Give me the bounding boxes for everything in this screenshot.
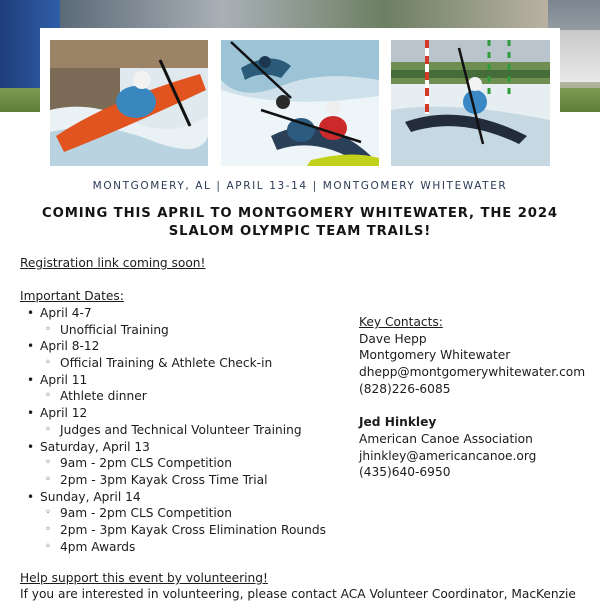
bullet-disc-icon: • xyxy=(27,439,35,454)
bullet-disc-icon: • xyxy=(27,306,35,320)
photo-slalom-course xyxy=(391,40,550,166)
photo-strip xyxy=(40,28,560,176)
bullet-disc-icon: • xyxy=(27,339,35,354)
date-item-text: Athlete dinner xyxy=(60,389,147,404)
date-item-text: Official Training & Athlete Check-in xyxy=(60,356,273,371)
headline-line-2: SLALOM OLYMPIC TEAM TRAILS! xyxy=(168,224,432,239)
bullet-circle-icon: ◦ xyxy=(45,423,51,435)
contact-1-org: Montgomery Whitewater xyxy=(359,348,511,363)
date-item xyxy=(20,338,360,355)
contact-2-phone: (435)640-6950 xyxy=(359,465,451,480)
important-dates-heading: Important Dates: xyxy=(20,289,124,303)
date-item xyxy=(20,405,360,422)
date-sub-item xyxy=(20,539,360,556)
date-item-text: 2pm - 3pm Kayak Cross Elimination Rounds xyxy=(60,522,326,537)
bullet-circle-icon: ◦ xyxy=(45,323,51,335)
headline xyxy=(30,205,570,241)
date-sub-item xyxy=(20,322,360,339)
date-item-text: April 12 xyxy=(40,406,88,421)
date-item-text: 9am - 2pm CLS Competition xyxy=(60,456,232,471)
date-sub-item xyxy=(20,522,360,539)
bullet-disc-icon: • xyxy=(27,372,35,387)
key-contacts-heading: Key Contacts: xyxy=(359,315,443,329)
background-grandstand xyxy=(60,0,548,30)
bullet-disc-icon: • xyxy=(27,406,35,421)
bullet-circle-icon: ◦ xyxy=(45,390,51,402)
contact-2-email[interactable]: jhinkley@americancanoe.org xyxy=(359,448,537,463)
important-dates-list xyxy=(20,305,360,555)
contact-1-phone: (828)226-6085 xyxy=(359,381,451,396)
bullet-circle-icon: ◦ xyxy=(45,540,51,552)
date-item-text: 4pm Awards xyxy=(60,539,136,554)
date-item-text: April 8-12 xyxy=(40,339,100,354)
contact-2-org: American Canoe Association xyxy=(359,431,533,446)
date-item-text: Saturday, April 13 xyxy=(40,439,150,454)
date-item-text: Unofficial Training xyxy=(60,322,169,337)
date-sub-item xyxy=(20,505,360,522)
date-item-text: Judges and Technical Volunteer Training xyxy=(60,422,302,437)
date-item xyxy=(20,489,360,506)
headline-line-1: COMING THIS APRIL TO MONTGOMERY WHITEWATER, THE 2024 xyxy=(42,206,558,221)
bullet-circle-icon: ◦ xyxy=(45,457,51,469)
date-sub-item xyxy=(20,355,360,372)
bullet-circle-icon: ◦ xyxy=(45,357,51,369)
contact-1-name: Dave Hepp xyxy=(359,331,427,346)
bullet-circle-icon: ◦ xyxy=(45,473,51,485)
bullet-disc-icon: • xyxy=(27,489,35,504)
photo-orange-kayak xyxy=(50,40,208,166)
date-sub-item xyxy=(20,422,360,439)
volunteer-heading[interactable]: Help support this event by volunteering! xyxy=(20,571,268,585)
date-sub-item xyxy=(20,472,360,489)
date-sub-item xyxy=(20,388,360,405)
key-contacts xyxy=(359,314,594,481)
date-item-text: Sunday, April 14 xyxy=(40,489,141,504)
date-item xyxy=(20,372,360,389)
date-item xyxy=(20,305,360,322)
date-item-text: 9am - 2pm CLS Competition xyxy=(60,506,232,521)
bullet-circle-icon: ◦ xyxy=(45,507,51,519)
volunteer-text: If you are interested in volunteering, please contact ACA Volunteer Coordinator, MacKenzie xyxy=(20,587,576,601)
registration-link[interactable]: Registration link coming soon! xyxy=(20,256,206,270)
date-item-text: April 4-7 xyxy=(40,306,92,320)
bullet-circle-icon: ◦ xyxy=(45,523,51,535)
photo-canoe-rapids xyxy=(221,40,379,166)
contact-2-name: Jed Hinkley xyxy=(359,415,437,430)
date-item-text: 2pm - 3pm Kayak Cross Time Trial xyxy=(60,472,268,487)
date-sub-item xyxy=(20,455,360,472)
date-item-text: April 11 xyxy=(40,372,88,387)
contact-spacer xyxy=(359,397,594,414)
event-location-line: MONTGOMERY, AL | APRIL 13-14 | MONTGOMERY WHITEWATER xyxy=(92,180,508,192)
contact-1-email[interactable]: dhepp@montgomerywhitewater.com xyxy=(359,365,586,380)
date-item xyxy=(20,439,360,456)
